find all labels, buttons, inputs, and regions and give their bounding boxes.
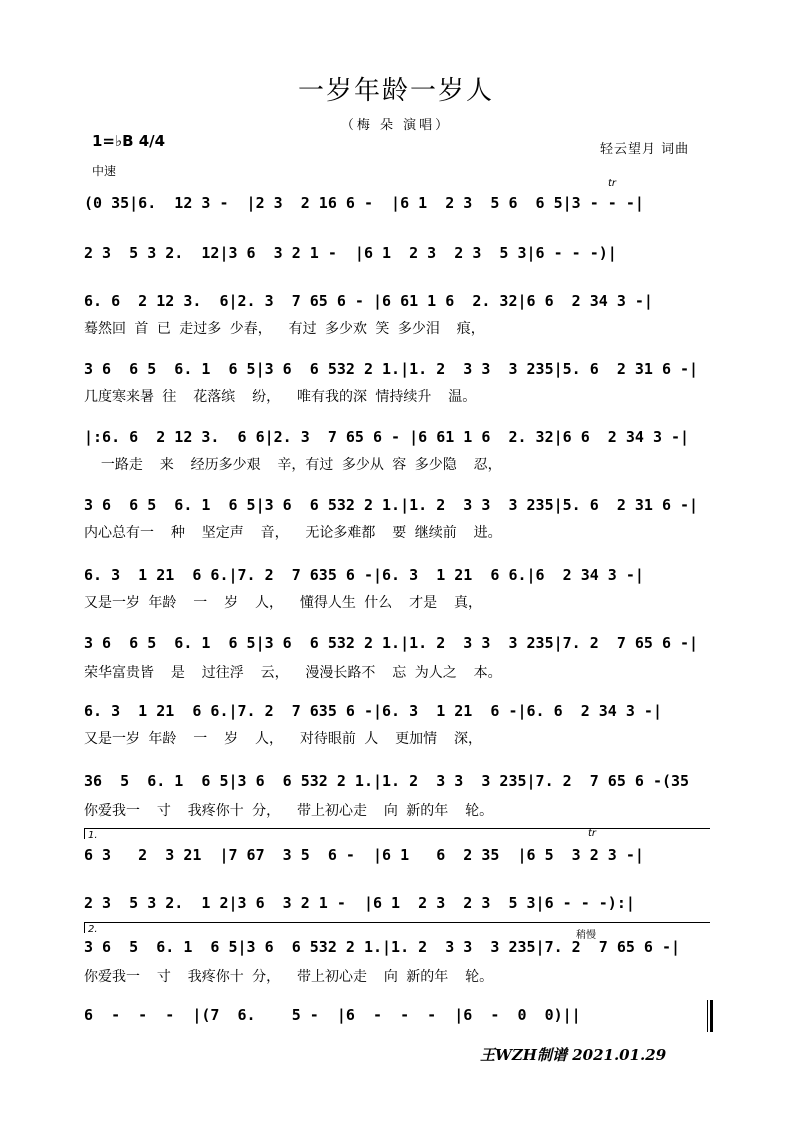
notation-line: 6. 3 1 21 6 6.|7. 2 7 635 6 -|6. 3 1 21 6 6.|6 2 34 3 -|	[84, 566, 644, 584]
trill-mark: tr	[588, 828, 597, 839]
transcriber-credit: 王WZH制谱 2021.01.29	[480, 1046, 667, 1064]
performer: （梅 朵 演唱）	[340, 118, 452, 133]
first-ending-bracket	[84, 828, 710, 839]
second-ending-number: 2.	[88, 924, 98, 935]
notation-line: 6 - - - |(7 6. 5 - |6 - - - |6 - 0 0)||	[84, 1006, 581, 1024]
final-barline	[710, 1000, 713, 1032]
notation-line: (0 35|6. 12 3 - |2 3 2 16 6 - |6 1 2 3 5 6 6 5|3 - - -|	[84, 194, 644, 212]
key-signature: 1=♭B 4/4	[92, 132, 166, 150]
notation-line: 3 6 6 5 6. 1 6 5|3 6 6 532 2 1.|1. 2 3 3 3 235|7. 2 7 65 6 -|	[84, 634, 699, 652]
notation-line: 3 6 6 5 6. 1 6 5|3 6 6 532 2 1.|1. 2 3 3 3 235|5. 6 2 31 6 -|	[84, 360, 699, 378]
tempo-marking: 中速	[92, 164, 117, 178]
song-title: 一岁年龄一岁人	[297, 76, 494, 106]
notation-line: 3 6 5 6. 1 6 5|3 6 6 532 2 1.|1. 2 3 3 3 235|7. 2 7 65 6 -|	[84, 938, 681, 956]
notation-line: 6. 6 2 12 3. 6|2. 3 7 65 6 - |6 61 1 6 2. 32|6 6 2 34 3 -|	[84, 292, 653, 310]
notation-line: 6. 3 1 21 6 6.|7. 2 7 635 6 -|6. 3 1 21 6 -|6. 6 2 34 3 -|	[84, 702, 662, 720]
notation-line: 2 3 5 3 2. 12|3 6 3 2 1 - |6 1 2 3 2 3 5 3|6 - - -)|	[84, 244, 617, 262]
lyric-line: 你爱我一 寸 我疼你十 分， 带上初心走 向 新的年 轮。	[84, 803, 494, 819]
lyric-line: 蓦然回 首 已 走过多 少春， 有过 多少欢 笑 多少泪 痕，	[84, 321, 485, 337]
notation-line: 2 3 5 3 2. 1 2|3 6 3 2 1 - |6 1 2 3 2 3 5 3|6 - - -):|	[84, 894, 635, 912]
notation-line: 36 5 6. 1 6 5|3 6 6 532 2 1.|1. 2 3 3 3 235|7. 2 7 65 6 -(35	[84, 772, 690, 790]
lyric-line: 荣华富贵皆 是 过往浮 云， 漫漫长路不 忘 为人之 本。	[84, 665, 502, 681]
notation-line: 6 3 2 3 21 |7 67 3 5 6 - |6 1 6 2 35 |6 5 3 2 3 -|	[84, 846, 644, 864]
composer-credit: 轻云望月 词曲	[600, 142, 690, 157]
lyric-line: 内心总有一 种 坚定声 音， 无论多难都 要 继续前 进。	[84, 525, 502, 541]
lyric-line: 一路走 来 经历多少艰 辛，有过 多少从 容 多少隐 忍，	[84, 457, 502, 473]
barline	[707, 1000, 708, 1032]
notation-line: |:6. 6 2 12 3. 6 6|2. 3 7 65 6 - |6 61 1 6 2. 32|6 6 2 34 3 -|	[84, 428, 690, 446]
lyric-line: 又是一岁 年龄 一 岁 人， 对待眼前 人 更加情 深，	[84, 731, 483, 747]
lyric-line: 几度寒来暑 往 花落缤 纷， 唯有我的深 情持续升 温。	[84, 389, 477, 405]
notation-line: 3 6 6 5 6. 1 6 5|3 6 6 532 2 1.|1. 2 3 3 3 235|5. 6 2 31 6 -|	[84, 496, 699, 514]
tempo-change-mark: 稍慢	[576, 930, 596, 941]
first-ending-number: 1.	[88, 830, 98, 841]
lyric-line: 又是一岁 年龄 一 岁 人， 懂得人生 什么 才是 真，	[84, 595, 483, 611]
trill-mark: tr	[608, 178, 617, 189]
second-ending-bracket	[84, 922, 710, 933]
lyric-line: 你爱我一 寸 我疼你十 分， 带上初心走 向 新的年 轮。	[84, 969, 494, 985]
